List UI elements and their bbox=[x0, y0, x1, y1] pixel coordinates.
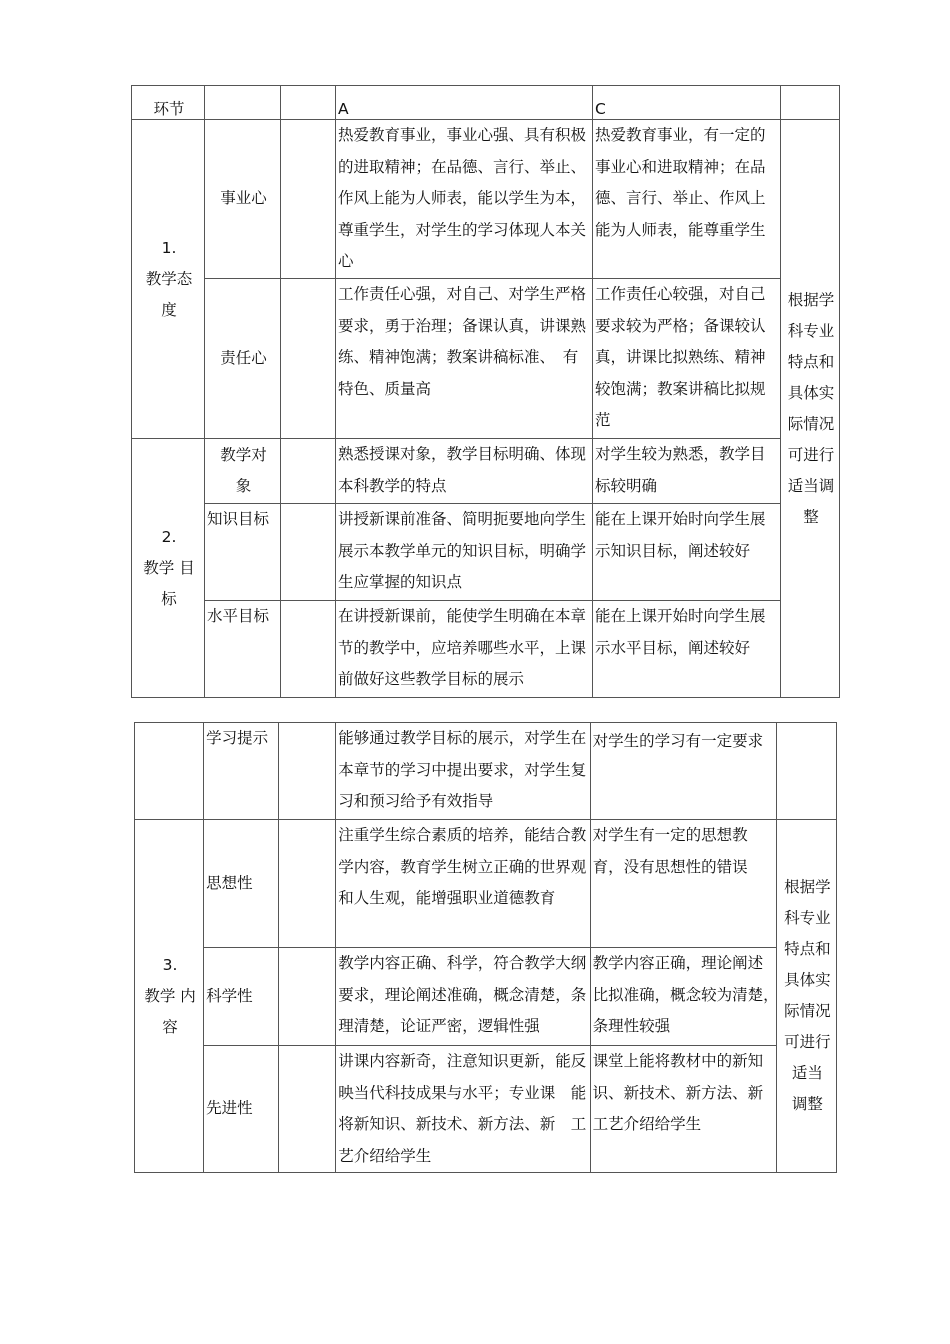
table-row bbox=[132, 120, 840, 279]
criteria-c: 对学生有一定的思想教育，没有思想性的错误 bbox=[590, 820, 776, 948]
item-label: 水平目标 bbox=[205, 601, 281, 698]
remark-cell-top bbox=[776, 723, 836, 820]
blank-cell bbox=[279, 820, 336, 948]
header-item bbox=[205, 86, 281, 120]
criteria-c: 课堂上能将教材中的新知 识、新技术、新方法、新 工艺介绍给学生 bbox=[590, 1046, 776, 1173]
evaluation-table-2 bbox=[134, 722, 837, 1173]
criteria-a: 在讲授新课前，能使学生明确在本章节的教学中，应培养哪些水平，上课前做好这些教学目标的展示 bbox=[336, 601, 593, 698]
table-row bbox=[135, 820, 837, 948]
criteria-a: 熟悉授课对象，教学目标明确、体现本科教学的特点 bbox=[336, 439, 593, 504]
criteria-a: 工作责任心强，对自己、对学生严格要求，勇于治理；备课认真，讲课熟练、精神饱满；教案讲稿标准、 有特色、质量高 bbox=[336, 279, 593, 439]
blank-cell bbox=[279, 723, 336, 820]
item-label: 科学性 bbox=[204, 948, 279, 1046]
item-label: 知识目标 bbox=[205, 504, 281, 601]
criteria-a: 教学内容正确、科学，符合教学大纲要求，理论阐述准确，概念清楚，条理清楚，论证严密，逻辑性强 bbox=[336, 948, 590, 1046]
blank-cell bbox=[281, 439, 336, 504]
item-label: 事业心 bbox=[205, 120, 281, 279]
remark-text: 根据学 科专业 特点和 具体实 际情况 可进行 适当调 整 bbox=[787, 290, 835, 526]
table-row bbox=[135, 948, 837, 1046]
header-row bbox=[132, 86, 840, 120]
section-label-text: 3. 教学 内 容 bbox=[144, 955, 196, 1036]
criteria-c: 对学生较为熟悉，教学目标较明确 bbox=[593, 439, 781, 504]
item-label: 先进性 bbox=[204, 1046, 279, 1173]
criteria-a: 讲授新课前准备、简明扼要地向学生展示本教学单元的知识目标，明确学生应掌握的知识点 bbox=[336, 504, 593, 601]
criteria-c: 能在上课开始时向学生展 示水平目标，阐述较好 bbox=[593, 601, 781, 698]
remark-cell bbox=[781, 120, 840, 698]
table-row bbox=[135, 723, 837, 820]
section-label bbox=[132, 120, 205, 439]
criteria-c: 热爱教育事业，有一定的事业心和进取精神；在品 德、言行、举止、作风上 能为人师表，能尊重学生 bbox=[593, 120, 781, 279]
header-a: A bbox=[336, 86, 593, 120]
criteria-a: 讲课内容新奇，注意知识更新，能反映当代科技成果与水平；专业课 能将新知识、新技术、新方法、新 工艺介绍给学生 bbox=[336, 1046, 590, 1173]
criteria-c: 工作责任心较强，对自己要求较为严格；备课较认 真，讲课比拟熟练、精神 较饱满；教案讲稿比拟规 范 bbox=[593, 279, 781, 439]
item-label: 学习提示 bbox=[204, 723, 279, 820]
header-remark bbox=[781, 86, 840, 120]
table-row bbox=[132, 439, 840, 504]
section-label bbox=[135, 723, 204, 820]
table-row bbox=[135, 1046, 837, 1173]
blank-cell bbox=[281, 279, 336, 439]
blank-cell bbox=[279, 948, 336, 1046]
header-blank bbox=[281, 86, 336, 120]
item-label: 思想性 bbox=[204, 820, 279, 948]
remark-text: 根据学 科专业 特点和 具体实 际情况 可进行 适当 调整 bbox=[784, 878, 831, 1113]
table-row bbox=[132, 601, 840, 698]
criteria-a: 注重学生综合素质的培养，能结合教学内容，教育学生树立正确的世界观和人生观，能增强职业道德教育 bbox=[336, 820, 590, 948]
section-label-text: 2. 教学 目 标 bbox=[143, 527, 195, 608]
blank-cell bbox=[281, 120, 336, 279]
criteria-c: 能在上课开始时向学生展 示知识目标，阐述较好 bbox=[593, 504, 781, 601]
header-section: 环节 bbox=[132, 86, 205, 120]
section-label bbox=[135, 820, 204, 1173]
table-row bbox=[132, 279, 840, 439]
blank-cell bbox=[279, 1046, 336, 1173]
criteria-c: 教学内容正确，理论阐述比拟准确，概念较为清楚， 条理性较强 bbox=[590, 948, 776, 1046]
criteria-a: 热爱教育事业，事业心强、具有积极的进取精神；在品德、言行、举止、作风上能为人师表，能以学生为本，尊重学生，对学生的学习体现人本关心 bbox=[336, 120, 593, 279]
blank-cell bbox=[281, 504, 336, 601]
criteria-a: 能够通过教学目标的展示，对学生在本章节的学习中提出要求，对学生复习和预习给予有效指导 bbox=[336, 723, 590, 820]
section-label-text: 1. 教学态 度 bbox=[145, 238, 193, 319]
criteria-c: 对学生的学习有一定要求 bbox=[590, 723, 776, 820]
evaluation-table-1 bbox=[131, 85, 840, 698]
item-label: 教学对 象 bbox=[205, 439, 281, 504]
header-c: C bbox=[593, 86, 781, 120]
blank-cell bbox=[281, 601, 336, 698]
section-label bbox=[132, 439, 205, 698]
item-label: 责任心 bbox=[205, 279, 281, 439]
table-row bbox=[132, 504, 840, 601]
